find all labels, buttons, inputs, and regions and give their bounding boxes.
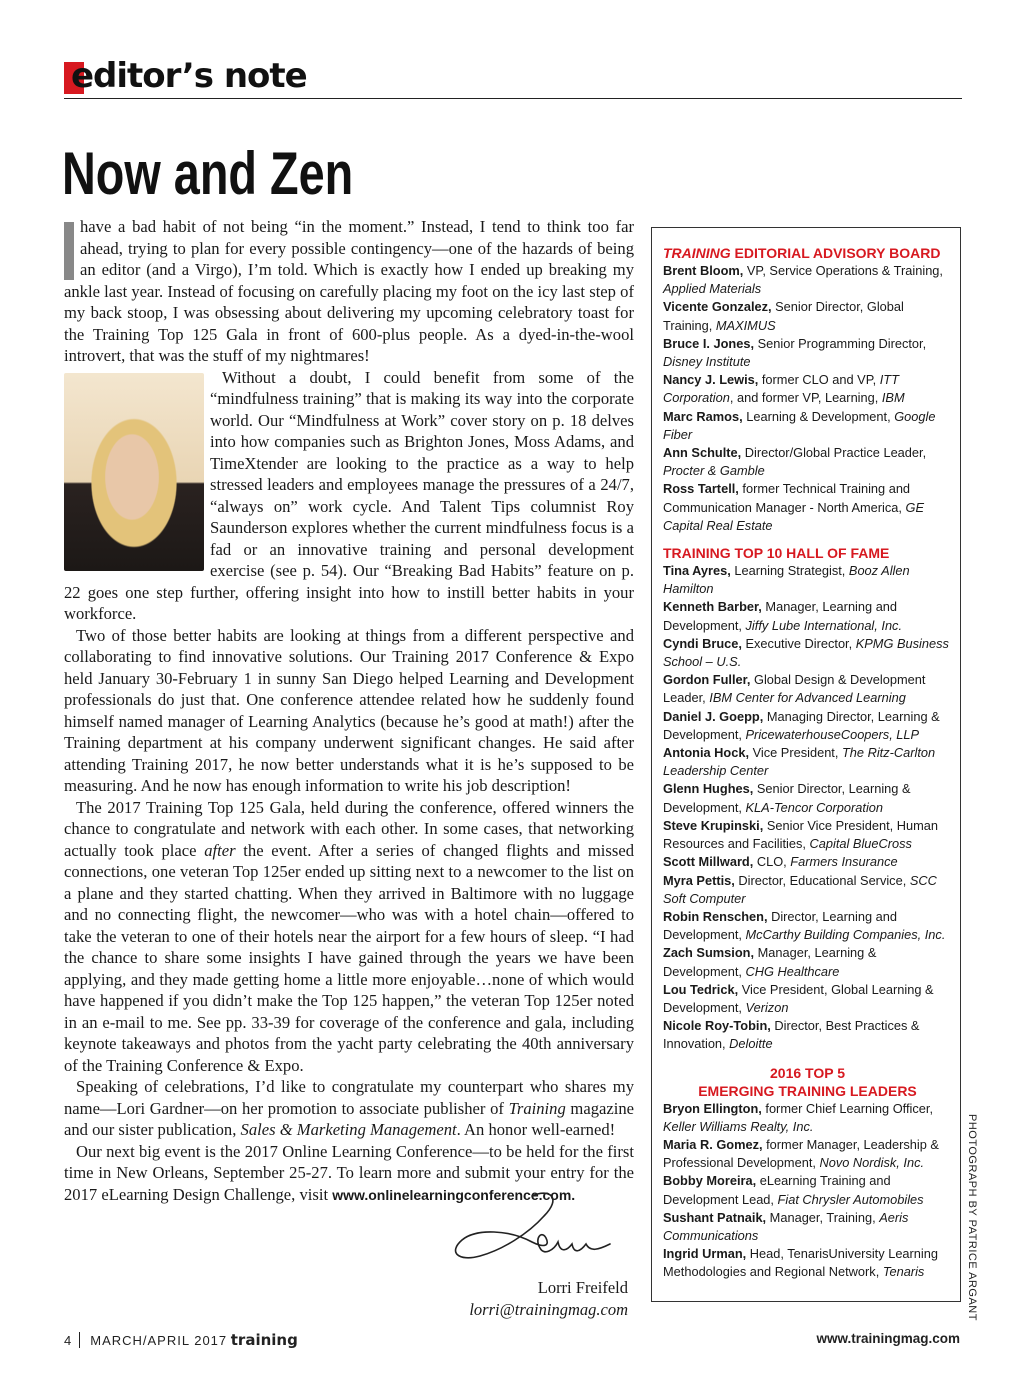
sidebar-entry: [663, 872, 952, 908]
sidebar-entry: [663, 408, 952, 444]
sidebar-entry: [663, 981, 952, 1017]
training-magazine-title: Training: [508, 1098, 566, 1118]
person-org: Novo Nordisk, Inc.: [819, 1155, 925, 1171]
person-org: Google Fiber: [663, 408, 936, 442]
footer-folio: [64, 1331, 298, 1349]
person-org: Aeris Communications: [663, 1209, 909, 1243]
hall-of-fame-title: TRAINING TOP 10 HALL OF FAME: [663, 545, 890, 562]
paragraph-2-text: Without a doubt, I could benefit from some of the “mindfulness training” that is making its way into the corporate world. Our “Mindfulness at Work” cover story on p. 18 delves into how companies such as Brighton Jones, Moss Adams, and TimeXtender are looking to the practice as a way to help stressed leaders and employees manage the pressures of a 24/7, “always on” work cycle. And Talent Tips columnist Roy Saunderson explores whether the current mindfulness focus is a fad or an innovative training and personal development exercise (see p. 54). Our “Breaking Bad Habits” feature on p. 22 goes one step further, offering insight into how to instill better habits in your workforce.: [64, 367, 634, 623]
issue-date: MARCH/APRIL 2017: [90, 1333, 228, 1348]
person-org: KLA-Tencor Corporation: [745, 799, 884, 815]
person-role: former Chief Learning Officer,: [761, 1100, 934, 1116]
person-name: Gordon Fuller,: [663, 672, 751, 688]
person-name: Cyndi Bruce,: [663, 635, 742, 651]
editor-photo: [64, 373, 204, 571]
paragraph-5-text-b: magazine and our sister publication,: [64, 1098, 634, 1139]
person-role: Learning Strategist,: [730, 563, 849, 579]
person-name: Glenn Hughes,: [663, 781, 754, 797]
sidebar-entry: [663, 1017, 952, 1053]
paragraph-1: [64, 216, 634, 367]
sidebar-entry: [663, 817, 952, 853]
person-name: Antonia Hock,: [663, 745, 750, 761]
person-name: Myra Pettis,: [663, 872, 735, 888]
section-label: editor’s note: [71, 56, 307, 96]
person-role: Vice President,: [749, 745, 842, 761]
person-role: CLO,: [753, 854, 791, 870]
person-name: Lou Tedrick,: [663, 981, 739, 997]
editorial-board-title: [663, 244, 952, 262]
article-body: [64, 216, 634, 1206]
person-name: Bruce I. Jones,: [663, 335, 755, 351]
person-org: PricewaterhouseCoopers, LLP: [745, 726, 920, 742]
person-role: Head, TenarisUniversity Learning Methodologies and Regional Network,: [663, 1246, 939, 1280]
person-name: Vicente Gonzalez,: [663, 299, 772, 315]
drop-cap-i: [64, 222, 74, 280]
sidebar-entry: [663, 562, 952, 598]
paragraph-4-text-a: The 2017 Training Top 125 Gala, held during the conference, offered winners the chance to congratulate and network with each other. In some cases, that networking actually took place: [64, 797, 634, 860]
person-name: Daniel J. Goepp,: [663, 708, 764, 724]
paragraph-4: [64, 797, 634, 1077]
person-name: Bryon Ellington,: [663, 1100, 762, 1116]
person-role: Manager, Learning and Development,: [663, 599, 898, 633]
person-name: Scott Millward,: [663, 854, 754, 870]
section-header: [64, 58, 962, 99]
person-role: Director, Best Practices & Innovation,: [663, 1018, 920, 1052]
person-org: KPMG Business School – U.S.: [663, 635, 949, 670]
sidebar-entry: [663, 1100, 952, 1136]
sidebar-entry: [663, 262, 952, 298]
board-title-em: TRAINING: [663, 245, 731, 261]
sidebar-entry: [663, 335, 952, 371]
person-org: Procter & Gamble: [663, 463, 765, 479]
magazine-name: training: [230, 1331, 298, 1349]
person-name: Bobby Moreira,: [663, 1173, 757, 1189]
paragraph-5: [64, 1076, 634, 1141]
person-name: Brent Bloom,: [663, 263, 744, 278]
sidebar-entry: [663, 635, 952, 671]
hall-of-fame-list: [663, 562, 952, 1053]
board-title-rest: EDITORIAL ADVISORY BOARD: [730, 245, 941, 261]
person-org: IBM: [881, 390, 905, 406]
signature-email[interactable]: lorri@trainingmag.com: [469, 1300, 628, 1319]
person-role: Director, Learning and Development,: [663, 908, 897, 943]
person-name: Steve Krupinski,: [663, 817, 764, 833]
person-org: Fiat Chrysler Automobiles: [777, 1191, 924, 1207]
person-role: Learning & Development,: [742, 408, 895, 424]
person-org: SCC Soft Computer: [663, 872, 937, 906]
sidebar-entry: [663, 1172, 952, 1208]
sidebar-entry: [663, 444, 952, 480]
person-org: Tenaris: [882, 1264, 925, 1280]
person-role: Senior Programming Director,: [754, 335, 927, 351]
emerging-title-line-1: 2016 TOP 5: [770, 1064, 845, 1081]
smm-title: Sales & Marketing Management: [240, 1120, 457, 1139]
page-number: 4: [64, 1333, 72, 1348]
person-org: Verizon: [745, 999, 789, 1015]
person-org: Disney Institute: [663, 354, 751, 370]
person-org: McCarthy Building Companies, Inc.: [745, 927, 946, 943]
person-role: Manager, Training,: [766, 1209, 880, 1225]
paragraph-5-text-c: . An honor well-earned!: [456, 1120, 616, 1139]
person-role: eLearning Training and Development Lead,: [663, 1173, 891, 1207]
person-org: Applied Materials: [663, 281, 762, 297]
person-role: Managing Director, Learning & Development,: [663, 708, 940, 742]
conference-link[interactable]: www.onlinelearningconference.com.: [332, 1186, 576, 1203]
sidebar-entry: [663, 1245, 952, 1281]
person-role: Senior Director, Global Training,: [663, 299, 904, 333]
sidebar-entry: [663, 480, 952, 535]
footer-divider: [79, 1332, 80, 1348]
person-name: Maria R. Gomez,: [663, 1136, 763, 1152]
article-title: Now and Zen: [62, 140, 354, 207]
person-role: Manager, Learning & Development,: [663, 945, 877, 979]
person-name: Ross Tartell,: [663, 481, 739, 497]
photo-credit: PHOTOGRAPH BY PATRICE ARGANT: [966, 1114, 978, 1321]
person-org: Keller Williams Realty, Inc.: [663, 1118, 814, 1134]
sidebar-entry: [663, 944, 952, 980]
signature-icon: [440, 1190, 620, 1272]
person-org: IBM Center for Advanced Learning: [709, 690, 906, 706]
emerging-title-line-2: EMERGING TRAINING LEADERS: [698, 1082, 917, 1099]
person-role: Director, Educational Service,: [734, 872, 910, 888]
person-name: Robin Renschen,: [663, 908, 768, 924]
person-role: former Manager, Leadership & Professional Development,: [663, 1136, 939, 1171]
person-org: Capital BlueCross: [809, 836, 912, 852]
person-role: VP, Service Operations & Training,: [743, 263, 943, 278]
sidebar-entry: [663, 1209, 952, 1245]
person-org: Booz Allen Hamilton: [663, 563, 910, 597]
person-role: former CLO and VP,: [758, 372, 880, 388]
person-org: Deloitte: [729, 1036, 773, 1052]
person-role: Director/Global Practice Leader,: [741, 445, 927, 461]
person-role: former Technical Training and Communication Manager - North America,: [663, 481, 911, 515]
paragraph-4-emphasis: after: [204, 840, 236, 860]
person-org: Farmers Insurance: [790, 854, 898, 870]
paragraph-6-text: Our next big event is the 2017 Online Learning Conference—to be held for the first time in New Orleans, September 25-27. To learn more and submit your entry for the 2017 eLearning Design Challenge, visit: [64, 1141, 634, 1204]
person-name: Kenneth Barber,: [663, 599, 762, 615]
person-org: The Ritz-Carlton Leadership Center: [663, 745, 936, 779]
sidebar-entry: [663, 371, 952, 407]
person-org: MAXIMUS: [715, 317, 776, 333]
advisory-sidebar: [651, 227, 961, 1302]
person-role: Executive Director,: [741, 635, 856, 651]
person-name: Ingrid Urman,: [663, 1246, 747, 1262]
person-name: Nancy J. Lewis,: [663, 372, 759, 388]
person-name: Zach Sumsion,: [663, 945, 755, 961]
paragraph-4-text-b: the event. After a series of changed flights and missed connections, one veteran Top 125er ended up sitting next to a newcomer to the list on a plane and they started chatting. When they arrived in Baltimore with no luggage and no connecting flight, the newcomer—who was with a hotel chain—offered to take the veteran to one of their hotels near the airport for a few hours of sleep. “I had the chance to share some insights I have gained through the years we have been applying, and they made getting home a little more enjoyable…none of which would have happened if you didn’t make the Top 125 happen,” the veteran Top 125er noted in an e-mail to me. See pp. 33-39 for coverage of the conference and gala, including keynote takeaways and photos from the yacht party celebrating the 40th anniversary of the Training Conference & Expo.: [64, 840, 634, 1075]
editorial-board-list: [663, 262, 952, 535]
sidebar-entry: [663, 908, 952, 944]
person-org: GE Capital Real Estate: [663, 499, 925, 533]
person-role: Global Design & Development Leader,: [663, 672, 926, 706]
person-name: Sushant Patnaik,: [663, 1209, 767, 1225]
person-name: Tina Ayres,: [663, 563, 731, 579]
person-org: Jiffy Lube International, Inc.: [745, 617, 903, 633]
person-role: , and former VP, Learning,: [729, 390, 882, 406]
person-name: Nicole Roy-Tobin,: [663, 1018, 771, 1034]
person-name: Ann Schulte,: [663, 445, 742, 461]
paragraph-1-text: have a bad habit of not being “in the moment.” Instead, I tend to think too far ahead, trying to plan for every possible contingency—one of the hazards of being an editor (and a Virgo), I’m told. Which is exactly how I ended up breaking my ankle last year. Instead of focusing on carefully placing my foot on the icy last step of my back stoop, I was obsessing about delivering my upcoming celebratory toast for the Training Top 125 Gala in front of 600-plus people. As a dyed-in-the-wool introvert, that was the stuff of my nightmares!: [64, 217, 634, 365]
person-role: Senior Director, Learning & Development,: [663, 781, 911, 815]
person-org: ITT Corporation: [663, 372, 899, 406]
signature-name: Lorri Freifeld: [537, 1278, 628, 1297]
person-role: Senior Vice President, Human Resources and Facilities,: [663, 817, 939, 852]
sidebar-entry: [663, 853, 952, 871]
person-name: Marc Ramos,: [663, 408, 743, 424]
paragraph-3: Two of those better habits are looking at things from a different perspective and collaborating to find innovative solutions. Our Training 2017 Conference & Expo held January 30-February 1 in sunny San Diego helped Learning and Development professionals do just that. One conference attendee related how he suddenly found himself named manager of Learning Analytics (because he’s good at math!) after the Training department at his company underwent significant changes. He said after attending Training 2017, he now better understands what it is he’s supposed to be measuring. And he now has enough information to write his job description!: [64, 625, 634, 795]
emerging-leaders-list: [663, 1100, 952, 1282]
person-org: CHG Healthcare: [745, 963, 840, 979]
sidebar-entry: [663, 1136, 952, 1172]
footer-url[interactable]: www.trainingmag.com: [816, 1331, 960, 1346]
paragraph-5-text-a: Speaking of celebrations, I’d like to congratulate my counterpart who shares my name—Lori Gardner—on her promotion to associate publisher of: [64, 1077, 634, 1118]
sidebar-entry: [663, 298, 952, 334]
sidebar-entry: [663, 671, 952, 707]
sidebar-entry: [663, 744, 952, 780]
paragraph-2: [64, 367, 634, 625]
sidebar-entry: [663, 708, 952, 744]
emerging-leaders-title: [663, 1064, 952, 1100]
sidebar-entry: [663, 598, 952, 634]
person-role: Vice President, Global Learning & Development,: [663, 981, 934, 1015]
sidebar-entry: [663, 780, 952, 816]
